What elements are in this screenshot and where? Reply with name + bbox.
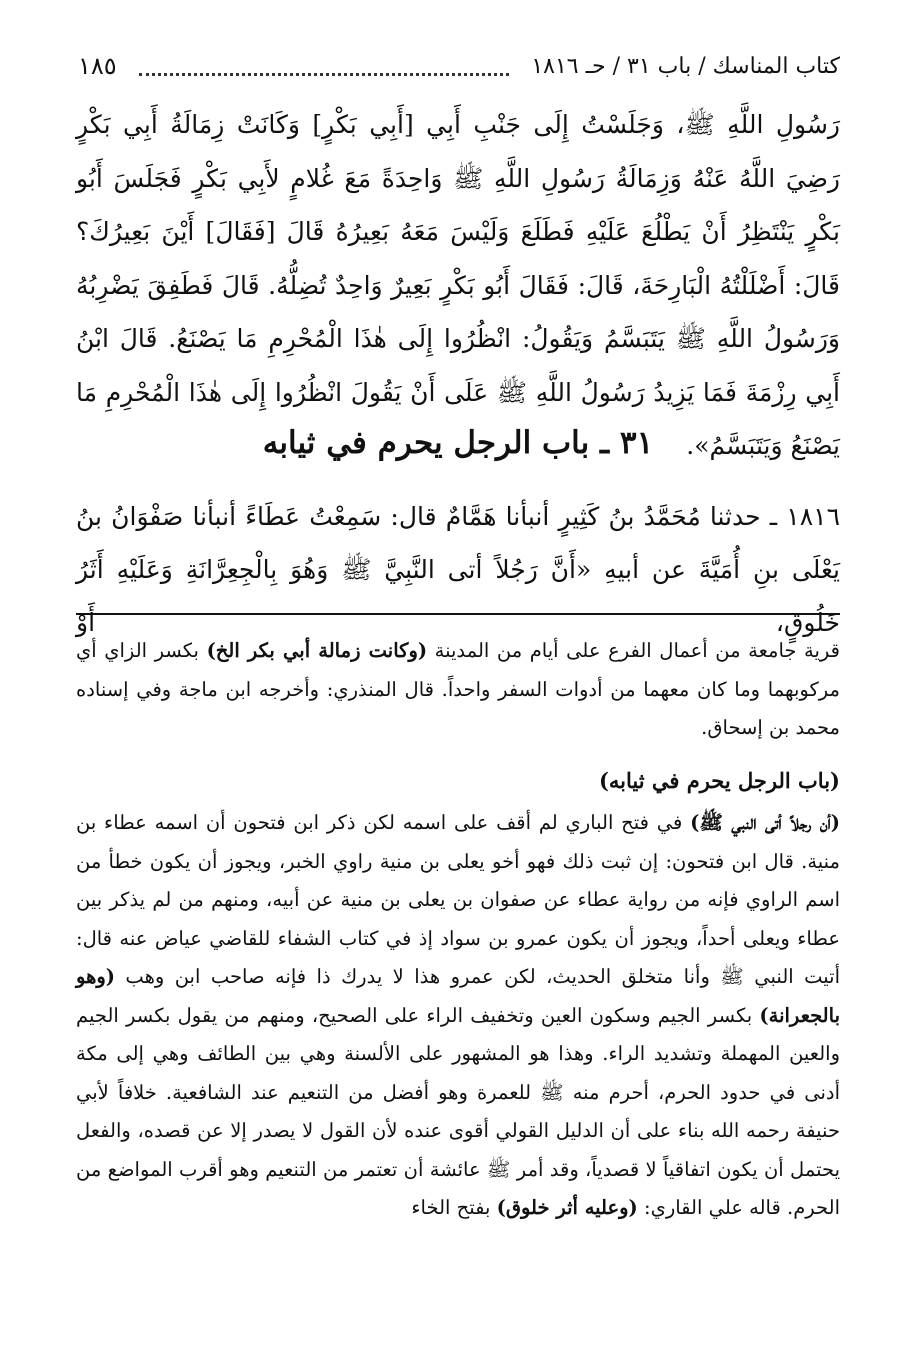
footnote-separator [76, 613, 840, 615]
commentary-text: في فتح الباري لم أقف على اسمه لكن ذكر ابن فتحون أن اسمه عطاء بن منية. قال ابن فتحون: إن ثبت ذلك فهو أخو يعلى بن منية راوي الخبر، ويجوز أن يكون خطأ من اسم الراوي فإنه من رواية عطاء عن صفوان بن يعلى بن منية عن أبيه، ومنهم من لم يذكر بين عطاء ويعلى أحداً، ويجوز أن يكون عمرو بن سواد إذ في كتاب الشفاء للقاضي عياض عنه قال: أتيت النبي ﷺ وأنا متخلق الحديث، لكن عمرو هذا لا يدرك ذا فإنه صاحب ابن وهب [76, 811, 840, 988]
page-number: ١٨٥ [78, 52, 117, 80]
hadith-text-continued [76, 98, 840, 473]
hadith-1816-text: ١٨١٦ ـ حدثنا مُحَمَّدُ بنُ كَثِيرٍ أنبأنا هَمَّامٌ قال: سَمِعْتُ عَطَاءً أنبأنا صَفْوَانُ بنُ يَعْلَى بنِ أُمَيَّةَ عن أبيهِ «أَنَّ رَجُلاً أتى النَّبِيَّ ﷺ وَهُوَ بِالْجِعِرَّانَةِ وَعَلَيْهِ أَثَرُ خَلُوقٍ، أَوْ [76, 502, 840, 637]
hadith-1815-ending: رَسُولِ اللَّهِ ﷺ، وَجَلَسْتُ إِلَى جَنْبِ أَبِي [أَبِي بَكْرٍ] وَكَانَتْ زِمَالَةُ أَبِي بَكْرٍ رَضِيَ اللَّهُ عَنْهُ وَزِمَالَةُ رَسُولِ اللَّهِ ﷺ وَاحِدَةً مَعَ غُلامٍ لأَبِي بَكْرٍ فَجَلَسَ أَبُو بَكْرٍ يَنْتَظِرُ أَنْ يَطْلُعَ عَلَيْهِ فَطَلَعَ وَلَيْسَ مَعَهُ بَعِيرُهُ قَالَ [فَقَالَ] أَيْنَ بَعِيرُكَ؟ قَالَ: أَضْلَلْتُهُ الْبَارِحَةَ، قَالَ: فَقَالَ أَبُو بَكْرٍ بَعِيرٌ وَاحِدٌ تُضِلُّهُ. قَالَ فَطَفِقَ يَضْرِبُهُ وَرَسُولُ اللَّهِ ﷺ يَتَبَسَّمُ وَيَقُولُ: انْظُرُوا إِلَى هٰذَا الْمُحْرِمِ مَا يَصْنَعُ. قَالَ ابْنُ أَبِي رِزْمَةَ فَمَا يَزِيدُ رَسُولُ اللَّهِ ﷺ عَلَى أَنْ يَقُولَ انْظُرُوا إِلَى هٰذَا الْمُحْرِمِ مَا يَصْنَعُ وَيَتَبَسَّمُ». [76, 110, 840, 460]
commentary-text: بكسر الزاي أي مركوبهما وما كان معهما من أدوات السفر واحداً. قال المنذري: وأخرجه ابن ماجة وفي إسناده محمد بن إسحاق. [76, 639, 840, 739]
commentary-text: قرية جامعة من أعمال الفرع على أيام من المدينة [427, 639, 840, 662]
commentary-paragraph-2 [76, 804, 840, 1228]
header-dot-leader [139, 73, 510, 76]
commentary-quote: (وهو بالجعرانة) [76, 965, 840, 1027]
commentary-subheading: (باب الرجل يحرم في ثيابه) [598, 767, 840, 793]
commentary-quote: (وعليه أثر خلوق) [496, 1196, 638, 1219]
commentary-quote: (أن رجلاً أتى النبي ﷺ) [690, 811, 840, 834]
commentary-footnotes [76, 632, 840, 1228]
commentary-paragraph-1 [76, 632, 840, 748]
hadith-1816-block [76, 490, 840, 649]
page-header [78, 46, 840, 86]
commentary-text: بكسر الجيم وسكون العين وتخفيف الراء على الصحيح، ومنهم من يقول بكسر الجيم والعين المهملة وتشديد الراء. وهذا هو المشهور على الألسنة وهي بين الطائف وهي إلى مكة أدنى في حدود الحرم، أحرم منه ﷺ للعمرة وهو أفضل من التنعيم عند الشافعية. خلافاً لأبي حنيفة رحمه الله بناء على أن الدليل القولي أقوى عنده لأن القول لا يصدر إلا عن قصده، والفعل يحتمل أن يكون اتفاقياً لا قصدياً، وقد أمر ﷺ عائشة أن تعتمر من التنعيم وهو أقرب المواضع من الحرم. قاله علي القاري: [76, 1003, 840, 1219]
commentary-text: بفتح الخاء [411, 1196, 497, 1219]
running-title: كتاب المناسك / باب ٣١ / حـ ١٨١٦ [531, 53, 840, 79]
chapter-heading: ٣١ ـ باب الرجل يحرم في ثيابه [262, 425, 654, 461]
commentary-quote: (وكانت زمالة أبي بكر الخ) [206, 639, 428, 662]
